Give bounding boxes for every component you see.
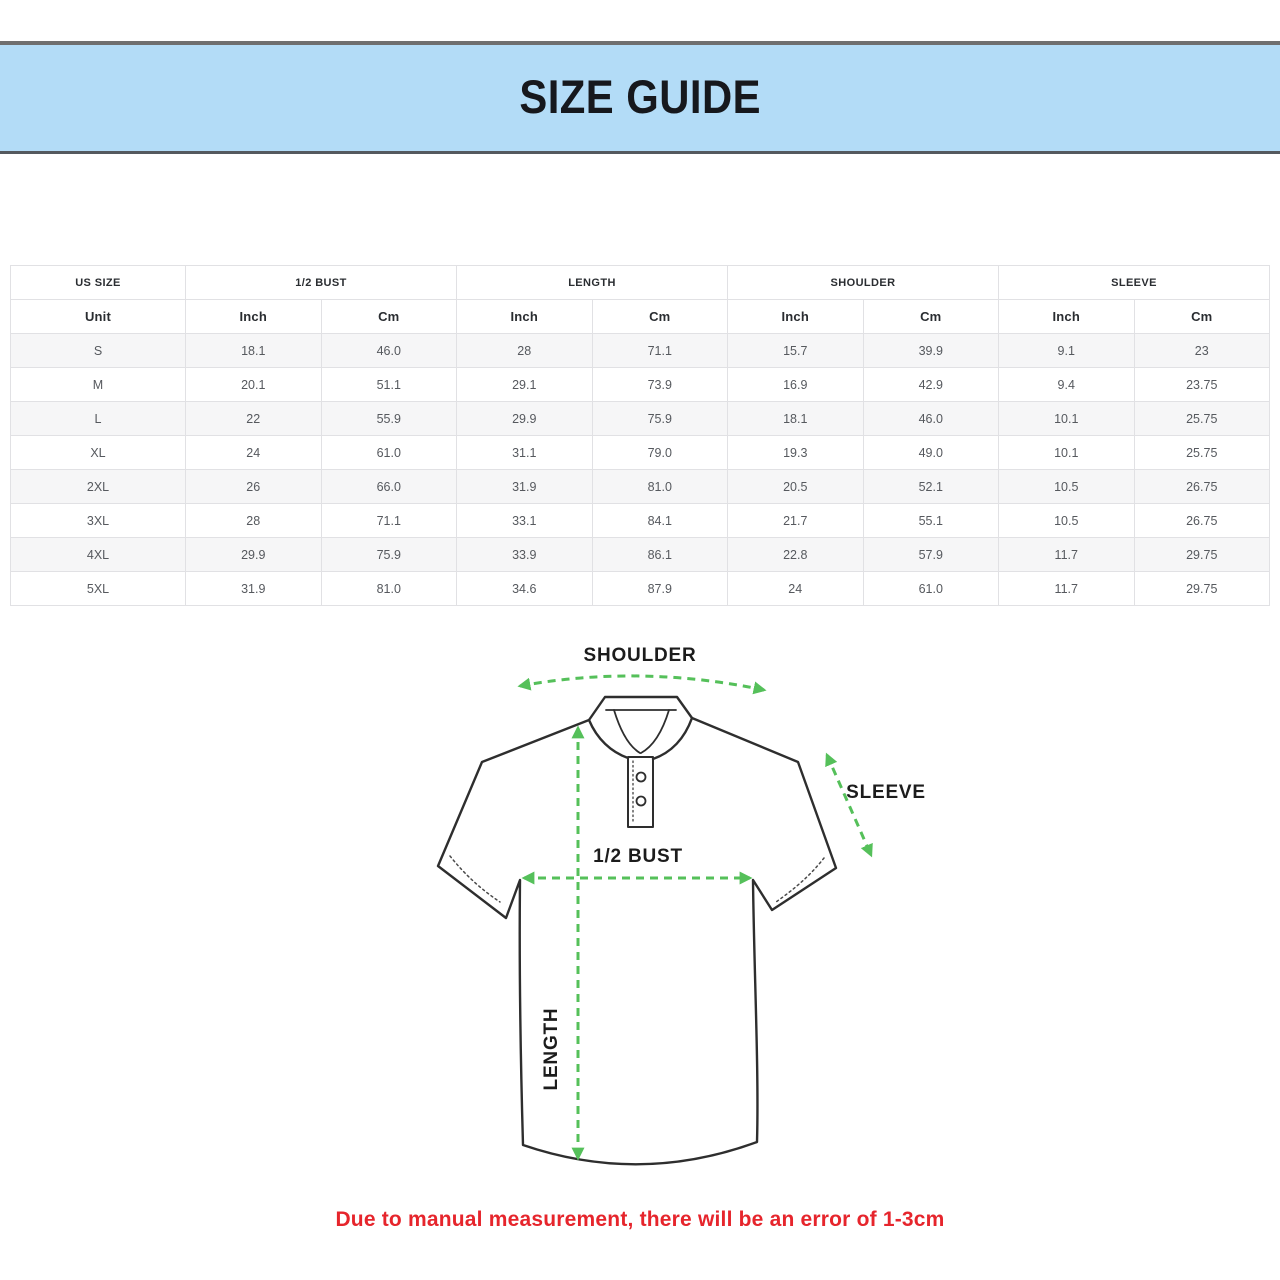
group-header-length: LENGTH (457, 266, 728, 300)
measurement-arrows (520, 676, 871, 1158)
shirt-neckline-left (614, 710, 640, 753)
measurement-cell: 10.1 (999, 436, 1135, 470)
size-row-5xl (11, 572, 1270, 606)
length-label: LENGTH (541, 1007, 562, 1091)
measurement-cell: 71.1 (321, 504, 457, 538)
measurement-cell: 75.9 (592, 402, 728, 436)
size-row-3xl (11, 504, 1270, 538)
shoulder-label: SHOULDER (583, 645, 697, 666)
size-label-cell: XL (11, 436, 186, 470)
measurement-cell: 23 (1134, 334, 1270, 368)
unit-header-cell: Inch (457, 300, 593, 334)
size-label-cell: 5XL (11, 572, 186, 606)
measurement-cell: 16.9 (728, 368, 864, 402)
shirt-collar-left-flap (589, 720, 628, 758)
size-row-s (11, 334, 1270, 368)
shirt-button (637, 797, 646, 806)
measurement-cell: 33.1 (457, 504, 593, 538)
unit-header-cell: Inch (728, 300, 864, 334)
group-header-half-bust: 1/2 BUST (186, 266, 457, 300)
measurement-cell: 79.0 (592, 436, 728, 470)
sleeve-label: SLEEVE (846, 782, 926, 803)
measurement-cell: 31.9 (186, 572, 322, 606)
size-label-cell: M (11, 368, 186, 402)
measurement-cell: 34.6 (457, 572, 593, 606)
group-header-us-size: US SIZE (11, 266, 186, 300)
unit-header-cell: Unit (11, 300, 186, 334)
measurement-cell: 52.1 (863, 470, 999, 504)
measurement-cell: 22 (186, 402, 322, 436)
measurement-cell: 84.1 (592, 504, 728, 538)
measurement-cell: 9.4 (999, 368, 1135, 402)
measurement-cell: 28 (457, 334, 593, 368)
measurement-cell: 75.9 (321, 538, 457, 572)
measurement-cell: 29.9 (457, 402, 593, 436)
measurement-cell: 29.1 (457, 368, 593, 402)
size-label-cell: 3XL (11, 504, 186, 538)
measurement-cell: 29.75 (1134, 572, 1270, 606)
shirt-body (438, 718, 836, 1164)
unit-header-cell: Cm (1134, 300, 1270, 334)
size-row-2xl (11, 470, 1270, 504)
measurement-cell: 20.5 (728, 470, 864, 504)
measurement-cell: 46.0 (863, 402, 999, 436)
measurement-cell: 49.0 (863, 436, 999, 470)
group-header-shoulder: SHOULDER (728, 266, 999, 300)
measurement-cell: 19.3 (728, 436, 864, 470)
page-title: SIZE GUIDE (519, 71, 761, 124)
measurement-cell: 73.9 (592, 368, 728, 402)
size-label-cell: S (11, 334, 186, 368)
measurement-cell: 28 (186, 504, 322, 538)
size-row-l (11, 402, 1270, 436)
size-table-body (11, 334, 1270, 606)
measurement-cell: 22.8 (728, 538, 864, 572)
measurement-cell: 61.0 (321, 436, 457, 470)
unit-header-row (11, 300, 1270, 334)
unit-header-cell: Inch (999, 300, 1135, 334)
measurement-cell: 26.75 (1134, 470, 1270, 504)
measurement-cell: 24 (186, 436, 322, 470)
measurement-cell: 81.0 (321, 572, 457, 606)
measurement-cell: 11.7 (999, 572, 1135, 606)
measurement-cell: 9.1 (999, 334, 1135, 368)
shoulder-arrow (520, 676, 764, 690)
measurement-cell: 57.9 (863, 538, 999, 572)
measurement-cell: 18.1 (186, 334, 322, 368)
shirt-button (637, 773, 646, 782)
unit-header-cell: Cm (592, 300, 728, 334)
unit-header-cell: Inch (186, 300, 322, 334)
size-label-cell: L (11, 402, 186, 436)
measurement-cell: 86.1 (592, 538, 728, 572)
measurement-cell: 66.0 (321, 470, 457, 504)
unit-header-cell: Cm (321, 300, 457, 334)
sleeve-arrow (827, 755, 871, 855)
measurement-cell: 55.1 (863, 504, 999, 538)
measurement-cell: 39.9 (863, 334, 999, 368)
measurement-cell: 71.1 (592, 334, 728, 368)
measurement-cell: 87.9 (592, 572, 728, 606)
polo-shirt-outline (438, 697, 836, 1164)
group-header-row (11, 266, 1270, 300)
size-chart-table (10, 265, 1270, 606)
measurement-cell: 31.1 (457, 436, 593, 470)
measurement-cell: 25.75 (1134, 402, 1270, 436)
measurement-cell: 10.5 (999, 470, 1135, 504)
measurement-cell: 26 (186, 470, 322, 504)
shirt-placket (628, 757, 653, 827)
size-label-cell: 2XL (11, 470, 186, 504)
group-header-sleeve: SLEEVE (999, 266, 1270, 300)
measurement-cell: 18.1 (728, 402, 864, 436)
unit-header-cell: Cm (863, 300, 999, 334)
polo-shirt-diagram (420, 640, 940, 1200)
size-row-4xl (11, 538, 1270, 572)
measurement-cell: 24 (728, 572, 864, 606)
measurement-cell: 15.7 (728, 334, 864, 368)
measurement-cell: 10.1 (999, 402, 1135, 436)
measurement-cell: 51.1 (321, 368, 457, 402)
measurement-disclaimer: Due to manual measurement, there will be an error of 1-3cm (335, 1208, 945, 1231)
shirt-collar-right-flap (653, 718, 692, 759)
measurement-cell: 11.7 (999, 538, 1135, 572)
shirt-collar-outer (589, 697, 692, 720)
measurement-cell: 26.75 (1134, 504, 1270, 538)
measurement-cell: 61.0 (863, 572, 999, 606)
measurement-cell: 23.75 (1134, 368, 1270, 402)
size-guide-banner (0, 41, 1280, 154)
size-label-cell: 4XL (11, 538, 186, 572)
measurement-cell: 46.0 (321, 334, 457, 368)
measurement-cell: 81.0 (592, 470, 728, 504)
measurement-cell: 55.9 (321, 402, 457, 436)
measurement-cell: 29.9 (186, 538, 322, 572)
size-row-m (11, 368, 1270, 402)
measurement-cell: 10.5 (999, 504, 1135, 538)
measurement-cell: 21.7 (728, 504, 864, 538)
measurement-cell: 42.9 (863, 368, 999, 402)
measurement-cell: 25.75 (1134, 436, 1270, 470)
measurement-cell: 20.1 (186, 368, 322, 402)
measurement-cell: 31.9 (457, 470, 593, 504)
measurement-cell: 33.9 (457, 538, 593, 572)
size-row-xl (11, 436, 1270, 470)
bust-label: 1/2 BUST (593, 846, 683, 867)
measurement-cell: 29.75 (1134, 538, 1270, 572)
shirt-neckline-right (641, 710, 669, 753)
